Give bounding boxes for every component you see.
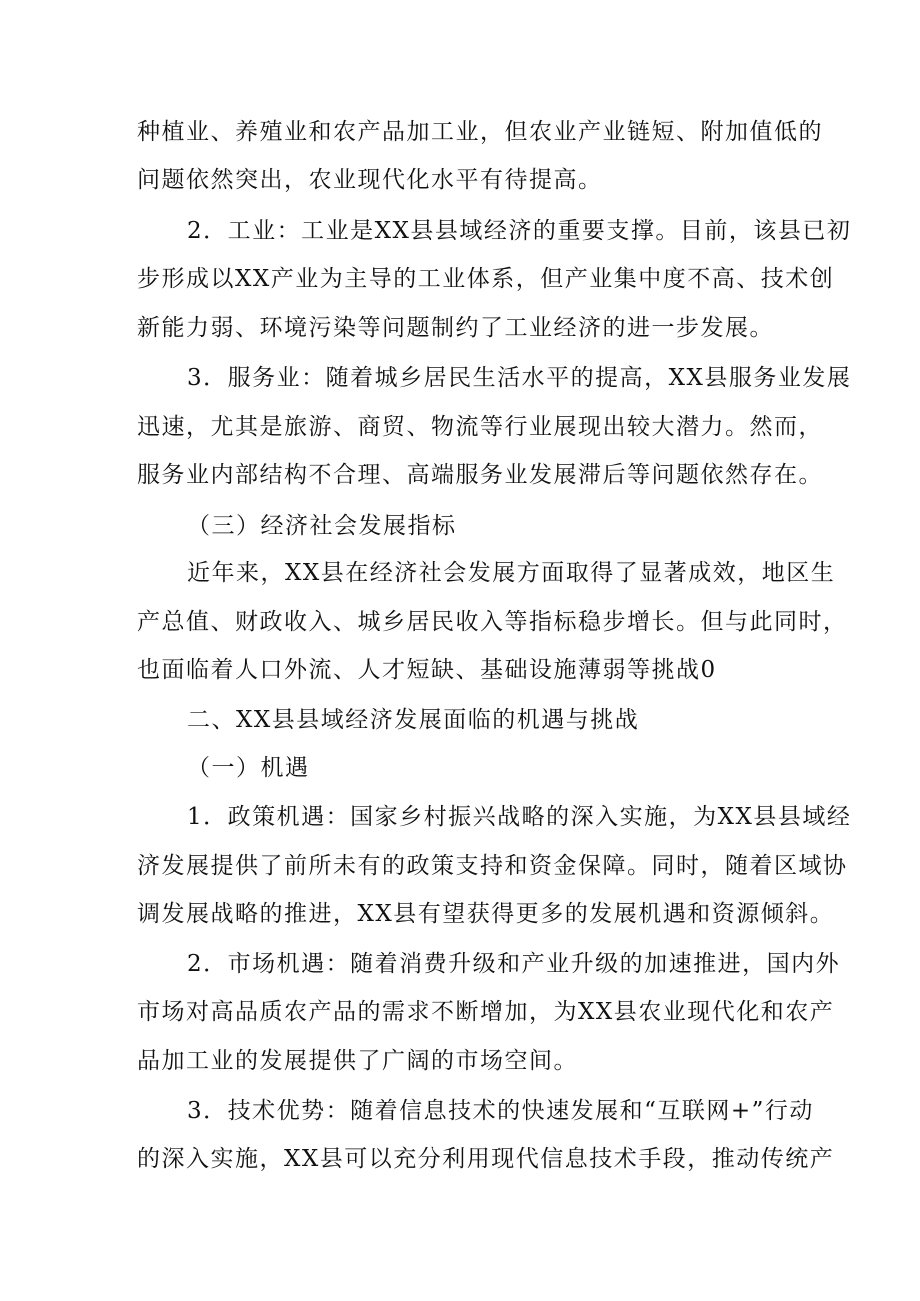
list-item-line: 1．政策机遇：国家乡村振兴战略的深入实施，为XX县县域经 [187,804,852,830]
paragraph-line: 迅速，尤其是旅游、商贸、物流等行业展现出较大潜力。然而， [137,414,823,440]
chapter-heading: 二、XX县县域经济发展面临的机遇与挑战 [187,707,640,733]
list-item-line: 3．服务业：随着城乡居民生活水平的提高，XX县服务业发展 [187,365,852,391]
list-item-line: 2．工业：工业是XX县县域经济的重要支撑。目前，该县已初 [187,218,852,244]
paragraph-line: 济发展提供了前所未有的政策支持和资金保障。同时，随着区域协 [137,853,848,879]
paragraph-line: 服务业内部结构不合理、高端服务业发展滞后等问题依然存在。 [137,462,823,488]
list-item-line: 2．市场机遇：随着消费升级和产业升级的加速推进，国内外 [187,951,841,977]
paragraph-line: 调发展战略的推进，XX县有望获得更多的发展机遇和资源倾斜。 [137,901,835,927]
paragraph-line: 种植业、养殖业和农产品加工业，但农业产业链短、附加值低的 [137,119,823,145]
paragraph-line: 产总值、财政收入、城乡居民收入等指标稳步增长。但与此同时， [137,609,848,635]
paragraph-line: 的深入实施，XX县可以充分利用现代信息技术手段，推动传统产 [137,1146,835,1172]
paragraph-line: 市场对高品质农产品的需求不断增加，为XX县农业现代化和农产 [137,999,835,1025]
section-heading: （三）经济社会发展指标 [187,513,457,539]
paragraph-line: 问题依然突出，农业现代化水平有待提高。 [137,167,603,193]
section-heading: （一）机遇 [187,755,310,781]
paragraph-line: 近年来，XX县在经济社会发展方面取得了显著成效，地区生 [187,560,836,586]
paragraph-line: 品加工业的发展提供了广阔的市场空间。 [137,1048,578,1074]
list-item-line: 3．技术优势：随着信息技术的快速发展和“互联网+”行动 [187,1098,814,1124]
paragraph-line: 新能力弱、环境污染等问题制约了工业经济的进一步发展。 [137,315,774,341]
paragraph-line: 也面临着人口外流、人才短缺、基础设施薄弱等挑战0 [137,657,717,683]
paragraph-line: 步形成以XX产业为主导的工业体系，但产业集中度不高、技术创 [137,266,835,292]
